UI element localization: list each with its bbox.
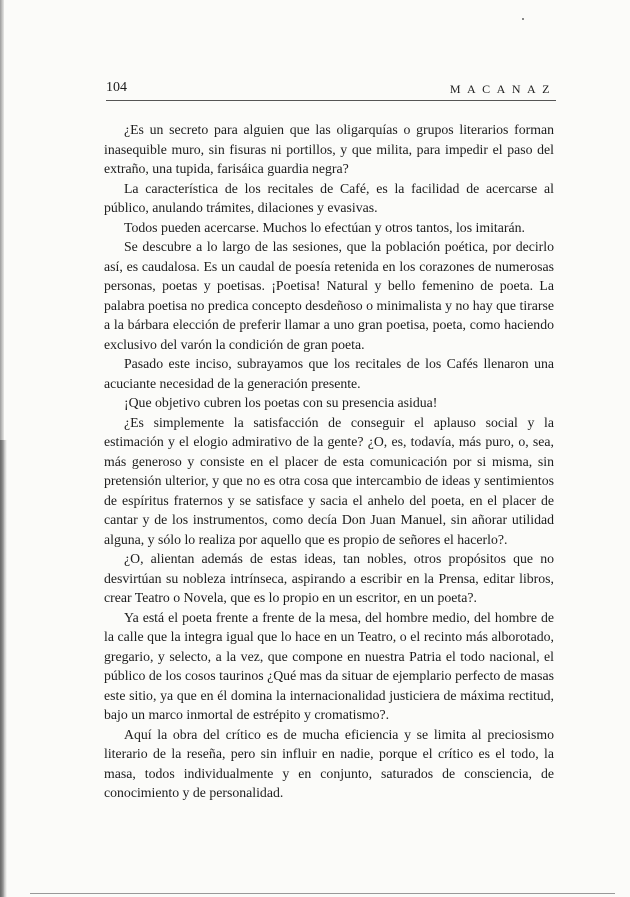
paragraph: Todos pueden acercarse. Muchos lo efectúan y otros tantos, los imitarán. [124, 219, 525, 235]
paragraph: ¿O, alientan además de estas ideas, tan nobles, otros propósitos que no desvirtúan su nobleza intrínseca, aspirando a escribir en la Prensa, editar libros, crear Teatro o Novela, que es lo propio en un escritor, en un poeta?. [104, 551, 554, 605]
paragraph: Ya está el poeta frente a frente de la mesa, del hombre medio, del hombre de la calle que la integra igual que lo hace en un Teatro, o el recinto más alborotado, gregario, y selecto, a la vez, que compone en nuestra Patria el todo nacional, el público de los cosos taurinos ¿Qué mas da situar de ejemplario perfecto de masas este sitio, ya que en él domina la internacionalidad justiciera de máxima rectitud, bajo un marco inmortal de estrépito y cromatismo?. [104, 609, 554, 722]
page-header [106, 80, 556, 100]
paragraph: Pasado este inciso, subrayamos que los recitales de los Cafés llenaron una acuciante necesidad de la generación presente. [104, 356, 554, 391]
paragraph: Aquí la obra del crítico es de mucha eficiencia y se limita al preciosismo literario de la reseña, pero sin influir en nadie, porque el crítico es el todo, la masa, todos individualmente y en conjunto, saturados de consciencia, de conocimiento y de personalidad. [104, 726, 554, 800]
paragraph: ¿Es un secreto para alguien que las oligarquías o grupos literarios forman inasequible muro, sin fisuras ni portillos, y que milita, para impedir el paso del extraño, una tupida, farisáica guardia negra? [104, 122, 554, 176]
page-edge-shadow [0, 440, 7, 897]
paragraph: Se descubre a lo largo de las sesiones, que la población poética, por decirlo así, es caudalosa. Es un caudal de poesía retenida en los corazones de numerosas personas, poetas y poetisas. ¡Poetisa! Natural y bello femenino de poeta. La palabra poetisa no predica concepto desdeñoso o minimalista y no hay que tirarse a la bárbara elección de preferir llamar a uno gran poetisa, poeta, como haciendo exclusivo del varón la condición de gran poeta. [104, 239, 554, 352]
body-text [104, 120, 554, 803]
page-number: 104 [106, 80, 127, 95]
running-head: MACANAZ [449, 82, 556, 96]
paragraph: La característica de los recitales de Café, es la facilidad de acercarse al público, anulando trámites, dilaciones y evasivas. [104, 180, 554, 215]
paragraph: ¿Es simplemente la satisfacción de conseguir el aplauso social y la estimación y el elogio admirativo de la gente? ¿O, es, todavía, más puro, o, sea, más generoso y consiste en el placer de esta comunicación por si misma, sin pretensión ulterior, y que no es otra cosa que intercambio de ideas y sentimientos de espíritus fraternos y se satisface y sacia el anhelo del poeta, en el placer de cantar y de los instrumentos, como decía Don Juan Manuel, sin añorar utilidad alguna, y sólo lo realiza por aquello que es propio de señores el hacerlo?. [104, 414, 554, 547]
header-rule [106, 100, 556, 101]
page-bottom-edge [30, 893, 615, 894]
scan-speck [522, 18, 524, 20]
paragraph: ¡Que objetivo cubren los poetas con su presencia asidua! [124, 395, 438, 410]
